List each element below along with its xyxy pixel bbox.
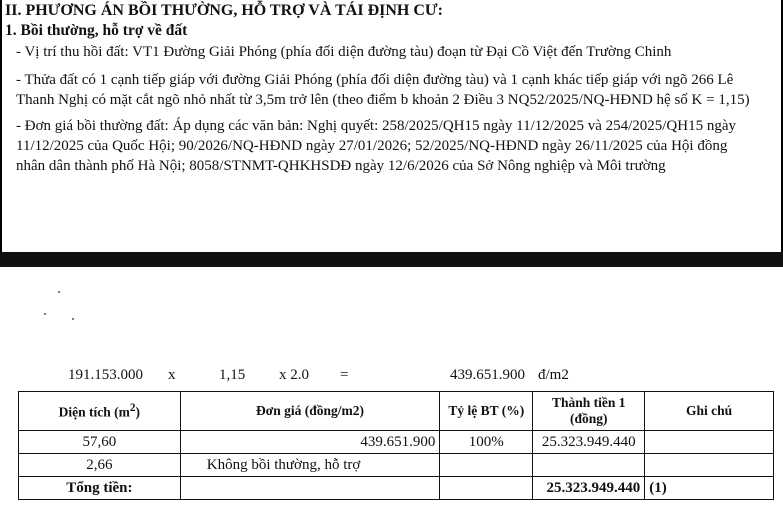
cell-note [645,454,774,477]
total-rate-empty [440,477,533,500]
scan-speck [44,313,46,315]
formula-operator: x [168,367,176,383]
page-separator [0,252,783,267]
total-amount: 25.323.949.440 [533,477,645,500]
cell-area: 2,66 [19,454,181,477]
text-line: 11/12/2025 của Quốc Hội; 90/2026/NQ-HĐND ngày 27/01/2026; 52/2025/NQ-HĐND ngày 26/11/2025 của Hội đồng [16,138,728,154]
table-row [19,431,774,454]
page-edge-left [0,0,2,252]
text-line: Thanh Nghị có mặt cắt ngõ nhỏ nhất từ 3,5m trở lên (theo điểm b khoản 2 Điều 3 NQ52/2025/NQ-HĐND hệ số K = 1,15) [16,92,750,108]
header-area: Diện tích $(m^2)$ [19,392,181,431]
section-title: II. PHƯƠNG ÁN BỒI THƯỜNG, HỖ TRỢ VÀ TÁI ĐỊNH CƯ: [5,2,443,19]
cell-price: 439.651.900 [180,431,440,454]
header-amount: Thành tiền 1 (đồng) [533,392,645,431]
header-note: Ghi chú [645,392,774,431]
total-label: Tổng tiền: [19,477,181,500]
formula-equals: = [340,367,349,383]
formula-result: 439.651.900 [450,367,525,383]
header-price: Đơn giá (đồng/m2) [180,392,440,431]
text-line: - Đơn giá bồi thường đất: Áp dụng các văn bản: Nghị quyết: 258/2025/QH15 ngày 11/12/2025 và 254/2025/QH15 ngày [16,118,737,134]
table-total-row [19,477,774,500]
total-price-empty [180,477,440,500]
cell-area: 57,60 [19,431,181,454]
cell-price: Không bồi thường, hỗ trợ [180,454,440,477]
text-line: - Vị trí thu hồi đất: VT1 Đường Giải Phóng (phía đối diện đường tàu) đoạn từ Đại Cồ Việt đến Trường Chinh [16,44,672,60]
cell-amount: 25.323.949.440 [533,431,645,454]
cell-rate: 100% [440,431,533,454]
scan-speck [58,291,60,293]
formula-multiplier: x 2.0 [279,367,309,383]
formula-base: 191.153.000 [68,367,143,383]
scan-speck [72,318,74,320]
cell-rate [440,454,533,477]
header-rate: Tỷ lệ BT (%) [440,392,533,431]
table-row [19,454,774,477]
total-note: (1) [645,477,774,500]
subsection-title: 1. Bồi thường, hỗ trợ về đất [5,22,188,39]
text-line: - Thửa đất có 1 cạnh tiếp giáp với đường Giải Phóng (phía đối diện đường tàu) và 1 cạnh khác tiếp giáp với ngõ 266 Lê [16,72,734,88]
document-top-page [0,0,783,252]
formula-unit: đ/m2 [538,367,569,383]
table-header-row [19,392,774,431]
text-line: nhân dân thành phố Hà Nội; 8058/STNMT-QHKHSDĐ ngày 12/6/2026 của Sở Nông nghiệp và Môi trường [16,158,666,174]
compensation-table [18,391,774,500]
cell-note [645,431,774,454]
formula-coefficient: 1,15 [219,367,246,383]
cell-amount [533,454,645,477]
